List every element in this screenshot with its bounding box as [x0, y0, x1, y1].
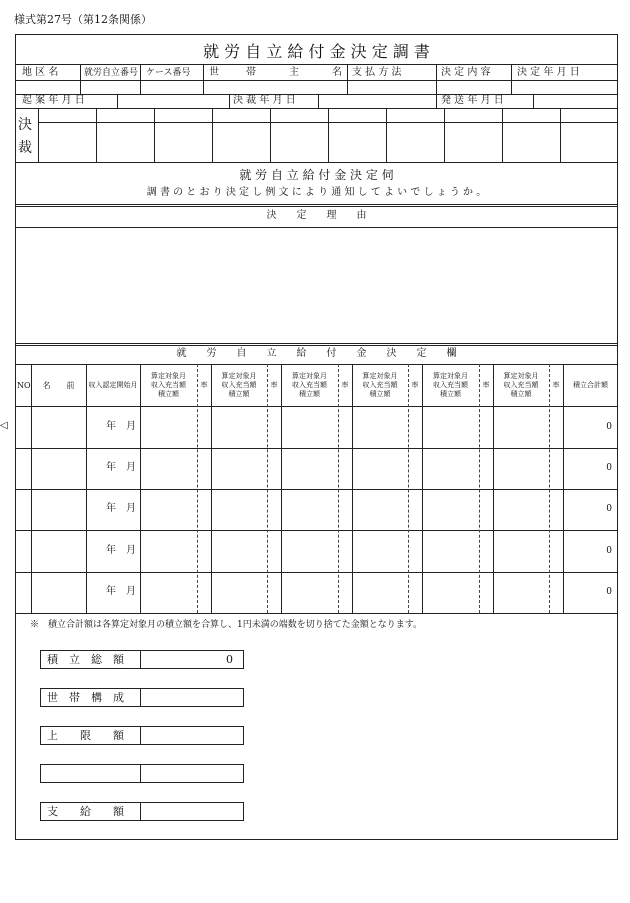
- col-rate: 率: [552, 381, 560, 389]
- decision-section-title: 就 労 自 立 給 付 金 決 定 欄: [176, 348, 457, 359]
- col-rate: 率: [411, 381, 419, 389]
- household-label-1: 世: [209, 67, 219, 78]
- row-month-label: 年 月: [106, 586, 136, 597]
- col-target-group: 算定対象月 収入充当額 積立額: [292, 372, 327, 398]
- inquiry-text: 調 書 の と お り 決 定 し 例 文 に よ り 通 知 し て よ い で し ょ う か 。: [146, 187, 487, 198]
- form-frame: [15, 34, 618, 840]
- row-total: 0: [606, 546, 612, 556]
- footnote: ※ 積立合計額は各算定対象月の積立額を合算し、1円未満の端数を切り捨てた金額となります。: [30, 620, 423, 630]
- col-target-group: 算定対象月 収入充当額 積立額: [503, 372, 539, 398]
- side-mark: ◁: [0, 420, 8, 431]
- approval-label-1: 決: [18, 117, 32, 133]
- area-label: 地 区 名: [22, 67, 59, 78]
- inquiry-title: 就 労 自 立 給 付 金 決 定 伺: [239, 168, 394, 182]
- row-month-label: 年 月: [106, 421, 136, 432]
- send-date-label: 発 送 年 月 日: [441, 95, 504, 106]
- col-target-group: 算定対象月 収入充当額 積立額: [221, 372, 257, 398]
- reason-title: 決 定 理 由: [266, 210, 367, 221]
- payment-method-label: 支 払 方 法: [352, 67, 402, 78]
- household-label-3: 主: [289, 67, 299, 78]
- household-label-4: 名: [332, 67, 342, 78]
- form-title: 就 労 自 立 給 付 金 決 定 調 書: [203, 42, 430, 61]
- col-total: 積立合計額: [573, 381, 608, 389]
- approval-label-2: 裁: [18, 140, 32, 156]
- limit-label: 上 限 額: [47, 729, 124, 742]
- col-rate: 率: [482, 381, 490, 389]
- blank-box: [40, 764, 244, 783]
- row-total: 0: [606, 463, 612, 473]
- col-rate: 率: [341, 381, 349, 389]
- form-number: 様式第27号（第12条関係）: [14, 13, 152, 26]
- col-rate: 率: [200, 381, 208, 389]
- household-label: 世 帯 構 成: [47, 691, 124, 704]
- col-target-group: 算定対象月 収入充当額 積立額: [362, 372, 398, 398]
- col-no: NO: [17, 381, 31, 390]
- draft-date-label: 起 案 年 月 日: [22, 95, 85, 106]
- row-month-label: 年 月: [106, 503, 136, 514]
- col-target-group: 算定対象月 収入充当額 積立額: [433, 372, 468, 398]
- total-value: 0: [226, 653, 233, 666]
- decision-content-label: 決 定 内 容: [441, 67, 491, 78]
- case-no-label: ケース番号: [146, 68, 191, 78]
- self-reliance-no-label: 就労自立番号: [84, 68, 139, 78]
- col-target-group: 算定対象月 収入充当額 積立額: [151, 372, 186, 398]
- decision-date-label: 決 定 年 月 日: [517, 67, 580, 78]
- reason-body[interactable]: [16, 228, 617, 342]
- col-rate: 率: [270, 381, 278, 389]
- row-total: 0: [606, 587, 612, 597]
- col-start-month: 収入認定開始月: [88, 381, 138, 389]
- payment-label: 支 給 額: [47, 805, 124, 818]
- row-total: 0: [606, 422, 612, 432]
- col-name: 名 前: [42, 381, 75, 390]
- total-label: 積 立 総 額: [47, 653, 124, 666]
- approval-date-label: 決 裁 年 月 日: [233, 95, 296, 106]
- row-total: 0: [606, 504, 612, 514]
- row-month-label: 年 月: [106, 545, 136, 556]
- row-month-label: 年 月: [106, 462, 136, 473]
- household-label-2: 帯: [246, 67, 256, 78]
